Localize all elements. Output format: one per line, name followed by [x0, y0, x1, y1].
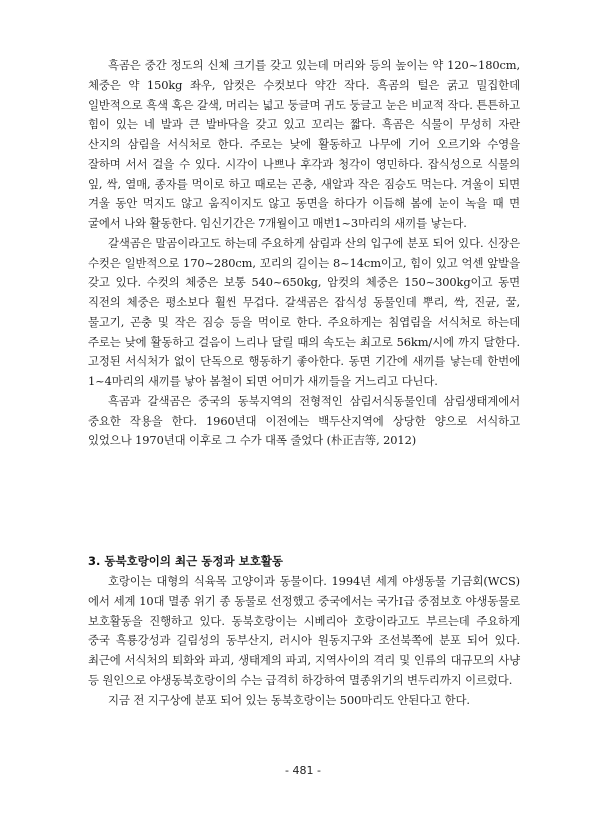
- paragraph-bears-ecosystem: 흑곰과 갈색곰은 중국의 동북지역의 전형적인 삼림서식동물인데 삼림생태계에서 중요한 작용을 한다. 1960년대 이전에는 백두산지역에 상당한 양으로 서식하고 있었으나 1970년대 이후로 그 수가 대폭 줄었다 (朴正吉等, 2012): [88, 393, 520, 448]
- section-body: [88, 572, 520, 710]
- page-number: - 481 -: [285, 764, 321, 777]
- body-text: [88, 56, 520, 451]
- paragraph-tiger-intro: 호랑이는 대형의 식육목 고양이과 동물이다. 1994년 세계 야생동물 기금회(WCS) 에서 세계 10대 멸종 위기 종 동물로 선정했고 중국에서는 국가Ⅰ급 중점보호 야생동물로 보호활동을 진행하고 있다. 동북호랑이는 시베리아 호랑이라고도 부르는데 주요하게 중국 흑룡강성과 길림성의 동부산지, 러시아 원동지구와 조선북쪽에 분포 되어 있다. 최근에 서식처의 퇴화와 파괴, 생태계의 파괴, 지역사이의 격리 및 인류의 대규모의 사냥 등 원인으로 야생동북호랑이의 수는 급격히 하강하여 멸종위기의 변두리까지 이르렀다.: [88, 574, 520, 687]
- paragraph-black-bear: 흑곰은 중간 정도의 신체 크기를 갖고 있는데 머리와 등의 높이는 약 120~180cm, 체중은 약 150kg 좌우, 암컷은 수컷보다 약간 작다. 흑곰의 털은 굵고 밀집한데 일반적으로 흑색 혹은 갈색, 머리는 넓고 둥글며 귀도 둥글고 눈은 비교적 작다. 튼튼하고 힘이 있는 네 발과 큰 발바닥을 갖고 있고 꼬리는 짧다. 흑곰은 식물이 무성히 자란 산지의 삼림을 서식처로 한다. 주로는 낮에 활동하고 나무에 기어 오르기와 수영을 잘하며 서서 걸을 수 있다. 시각이 나쁘나 후각과 청각이 영민하다. 잡식성으로 식물의 잎, 싹, 열매, 종자를 먹이로 하고 때로는 곤충, 새알과 작은 짐승도 먹는다. 겨울이 되면 겨울 동안 먹지도 않고 움직이지도 않고 동면을 하다가 이듬해 봄에 눈이 녹을 때 면 굴에서 나와 활동한다. 임신기간은 7개월이고 매번1~3마리의 새끼를 낳는다.: [88, 58, 520, 230]
- paragraph-tiger-population: 지금 전 지구상에 분포 되어 있는 동북호랑이는 500마리도 안된다고 한다.: [108, 692, 470, 707]
- paragraph-brown-bear: 갈색곰은 말곰이라고도 하는데 주요하게 삼림과 산의 입구에 분포 되어 있다. 신장은 수컷은 일반적으로 170~280cm, 꼬리의 길이는 8~14cm이고, 힘이 있고 억센 앞발을 갖고 있다. 수컷의 체중은 보통 540~650kg, 암컷의 체중은 150~300kg이고 동면 직전의 체중은 평소보다 훨씬 무겁다. 갈색곰은 잡식성 동물인데 뿌리, 싹, 진균, 꿀, 물고기, 곤충 및 작은 짐승 등을 먹이로 한다. 주요하게는 침엽림을 서식처로 하는데 주로는 낮에 활동하고 걸음이 느리나 달릴 때의 속도는 최고로 56km/시에 까지 달한다. 고정된 서식처가 없이 단독으로 행동하기 좋아한다. 동면 기간에 새끼를 낳는데 한번에 1~4마리의 새끼를 낳아 봄철이 되면 어미가 새끼들을 거느리고 다닌다.: [88, 235, 520, 388]
- section-heading: 3. 동북호랑이의 최근 동정과 보호활동: [88, 554, 284, 568]
